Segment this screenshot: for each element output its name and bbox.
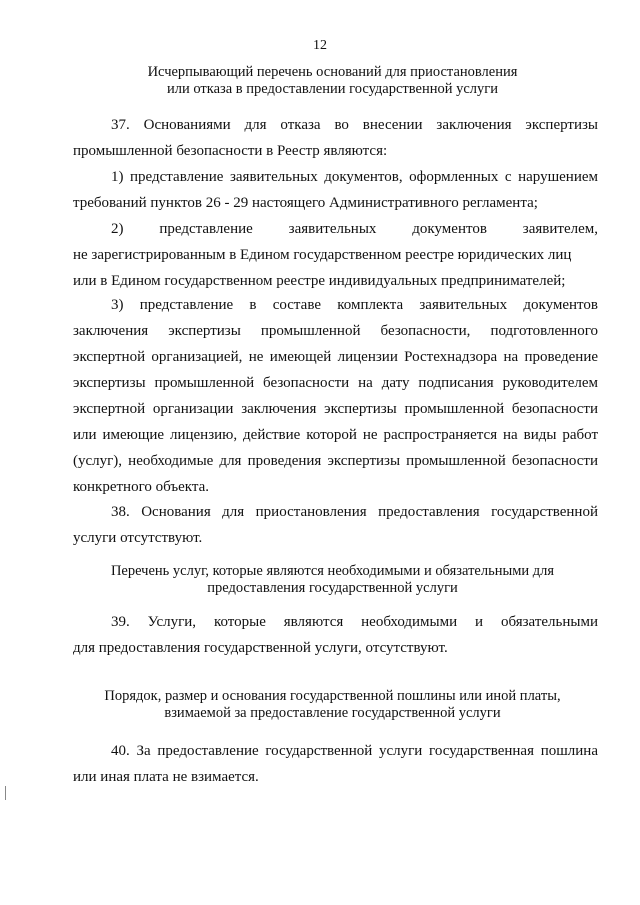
heading-line: взимаемой за предоставление государственной услуги <box>164 705 501 721</box>
paragraph-line: 38. Основания для приостановления предоставления государственной <box>111 504 598 520</box>
section-heading-state-fee <box>60 688 605 722</box>
paragraph-37 <box>73 112 598 164</box>
heading-line: Перечень услуг, которые являются необходимыми и обязательными для <box>110 563 555 579</box>
paragraph-line: конкретного объекта. <box>73 479 210 495</box>
paragraph-37-item-3 <box>73 292 598 500</box>
paragraph-line: или иная плата не взимается. <box>73 769 259 785</box>
paragraph-line: требований пунктов 26 - 29 настоящего Административного регламента; <box>73 195 538 211</box>
paragraph-line: 39. Услуги, которые являются необходимыми и обязательными <box>111 614 598 630</box>
paragraph-39 <box>73 609 598 661</box>
heading-line: или отказа в предоставлении государственной услуги <box>166 81 498 97</box>
paragraph-line: промышленной безопасности в Реестр являются: <box>73 143 388 159</box>
heading-line: Порядок, размер и основания государственной пошлины или иной платы, <box>104 688 561 704</box>
section-heading-required-services <box>60 563 605 597</box>
paragraph-line: (услуг), необходимые для проведения экспертизы промышленной безопасности <box>73 453 598 469</box>
paragraph-line: 37. Основаниями для отказа во внесении заключения экспертизы <box>111 117 598 133</box>
paragraph-line: заключения экспертизы промышленной безопасности, подготовленного <box>73 323 598 339</box>
paragraph-line: или в Едином государственном реестре индивидуальных предпринимателей; <box>73 273 566 289</box>
paragraph-line: экспертной организацией, не имеющей лицензии Ростехнадзора на проведение <box>73 349 598 365</box>
scan-edge-mark <box>5 786 6 800</box>
paragraph-line: экспертизы промышленной безопасности на дату подписания руководителем <box>73 375 598 391</box>
paragraph-37-item-1 <box>73 164 598 216</box>
paragraph-line: 2) представление заявительных документов заявителем, <box>111 221 598 237</box>
paragraph-line: или имеющие лицензию, действие которой не распространяется на виды работ <box>73 427 598 443</box>
heading-line: Исчерпывающий перечень оснований для приостановления <box>147 64 518 80</box>
page-number: 12 <box>313 38 327 53</box>
paragraph-line: для предоставления государственной услуги, отсутствуют. <box>73 640 448 656</box>
paragraph-line: 1) представление заявительных документов, оформленных с нарушением <box>111 169 598 185</box>
section-heading-refusal-grounds <box>60 64 605 98</box>
paragraph-line: экспертной организации заключения экспертизы промышленной безопасности <box>73 401 598 417</box>
paragraph-37-item-2 <box>73 216 598 294</box>
paragraph-line: не зарегистрированным в Едином государственном реестре юридических лиц <box>73 247 572 263</box>
paragraph-line: 40. За предоставление государственной услуги государственная пошлина <box>111 743 598 759</box>
paragraph-line: услуги отсутствуют. <box>73 530 203 546</box>
paragraph-line: 3) представление в составе комплекта заявительных документов <box>111 297 598 313</box>
heading-line: предоставления государственной услуги <box>207 580 458 596</box>
paragraph-40 <box>73 738 598 790</box>
paragraph-38 <box>73 499 598 551</box>
